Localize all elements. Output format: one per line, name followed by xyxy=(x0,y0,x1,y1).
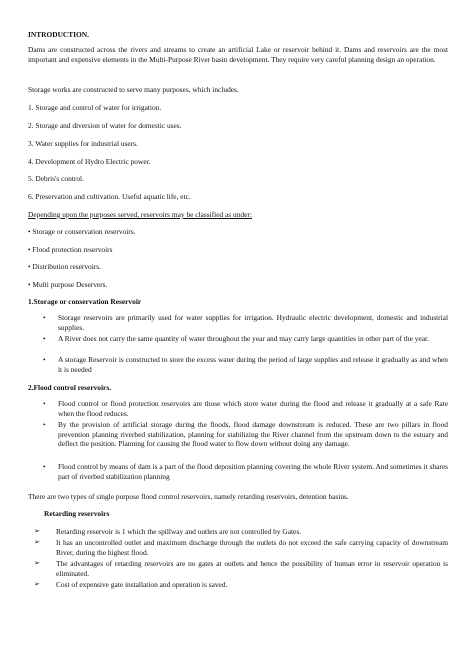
section1-bullet: • Storage reservoirs are primarily used for water supplies for irrigation. Hydraulic electric development, domestic and industrial supplies. xyxy=(43,313,448,332)
bullet-icon: • xyxy=(43,355,46,364)
class-item: • Storage or conservation reservoirs. xyxy=(28,227,136,236)
bullet-icon: • xyxy=(43,399,46,408)
classify-heading: Depending upon the purposes served, reservoirs may be classified as under: xyxy=(28,210,252,219)
class-item: • Flood protection reservoirs xyxy=(28,245,113,254)
purpose-item: 3. Water supplies for industrial users. xyxy=(28,139,138,148)
section2-bullet: • By the provision of artificial storage during the floods, flood damage downstream is reduced. These are two pillars in flood prevention planning riverbed stabilization, planning for stabilizing the River channel from the upstream down to the estuary and deflect the position. Planning for causing the flood water to flow down without doing any damage. xyxy=(43,420,448,449)
section2-bullet: • Flood control by means of dam is a part of the flood deposition planning covering the whole River system. And sometimes it shares part of riverbed stabilization planning xyxy=(43,462,448,481)
class-item: • Multi purpose Deservers. xyxy=(28,280,108,289)
bullet-icon: • xyxy=(43,420,46,429)
storage-intro: Storage works are constructed to serve many purposes, which includes. xyxy=(28,85,239,94)
intro-paragraph: Dams are constructed across the rivers and streams to create an artificial Lake or reservoir behind it. Dams and reservoirs are the most important and expensive elements in the Multi-Purpose River basin development. They require very careful planning design an operation. xyxy=(28,45,448,64)
arrow-bullet-icon: ➢ xyxy=(34,527,40,535)
arrow-bullet-icon: ➢ xyxy=(34,538,40,546)
section1-title: 1.Storage or conservation Reservoir xyxy=(28,297,142,306)
purpose-item: 2. Storage and diversion of water for domestic uses. xyxy=(28,121,182,130)
class-item: • Distribution reservoirs. xyxy=(28,262,101,271)
retarding-title: Retarding reservoirs xyxy=(44,509,110,518)
purpose-item: 5. Debris's control. xyxy=(28,174,84,183)
section2-title: 2.Flood control reservoirs. xyxy=(28,383,112,392)
bullet-icon: • xyxy=(43,334,46,343)
retarding-item: ➢ The advantages of retarding reservoirs are no gates at outlets and hence the possibility of human error in reservoir operation is eliminated. xyxy=(34,559,448,578)
section1-bullet: • A River does not carry the same quantity of water throughout the year and may carry large quantities in other part of the year. xyxy=(43,334,429,343)
section2-bullet: • Flood control or flood protection reservoirs are those which store water during the flood and release it gradually at a safe Rate when the flood reduces. xyxy=(43,399,448,418)
section1-bullet: • A storage Reservoir is constructed to store the excess water during the period of large supplies and release it gradually as and when it is needed xyxy=(43,355,448,374)
retarding-item: ➢ It has an uncontrolled outlet and maximum discharge through the outlets do not exceed the safe carrying capacity of downstream River, during the highest flood. xyxy=(34,538,448,557)
purpose-item: 4. Development of Hydro Electric power. xyxy=(28,157,151,166)
two-types-paragraph: There are two types of single purpose flood control reservoirs, namely retarding reservoirs, detention basins. xyxy=(28,492,349,501)
purpose-item: 1. Storage and control of water for irrigation. xyxy=(28,103,162,112)
page-heading: INTRODUCTION. xyxy=(28,30,89,39)
bullet-icon: • xyxy=(43,313,46,322)
arrow-bullet-icon: ➢ xyxy=(34,559,40,567)
bullet-icon: • xyxy=(43,462,46,471)
arrow-bullet-icon: ➢ xyxy=(34,580,40,588)
retarding-item: ➢ Cost of expensive gate installation and operation is saved. xyxy=(34,580,228,589)
retarding-item: ➢ Retarding reservoir is 1 which the spillway and outlets are not controlled by Gates. xyxy=(34,527,302,536)
purpose-item: 6. Preservation and cultivation. Useful aquatic life, etc. xyxy=(28,192,191,201)
